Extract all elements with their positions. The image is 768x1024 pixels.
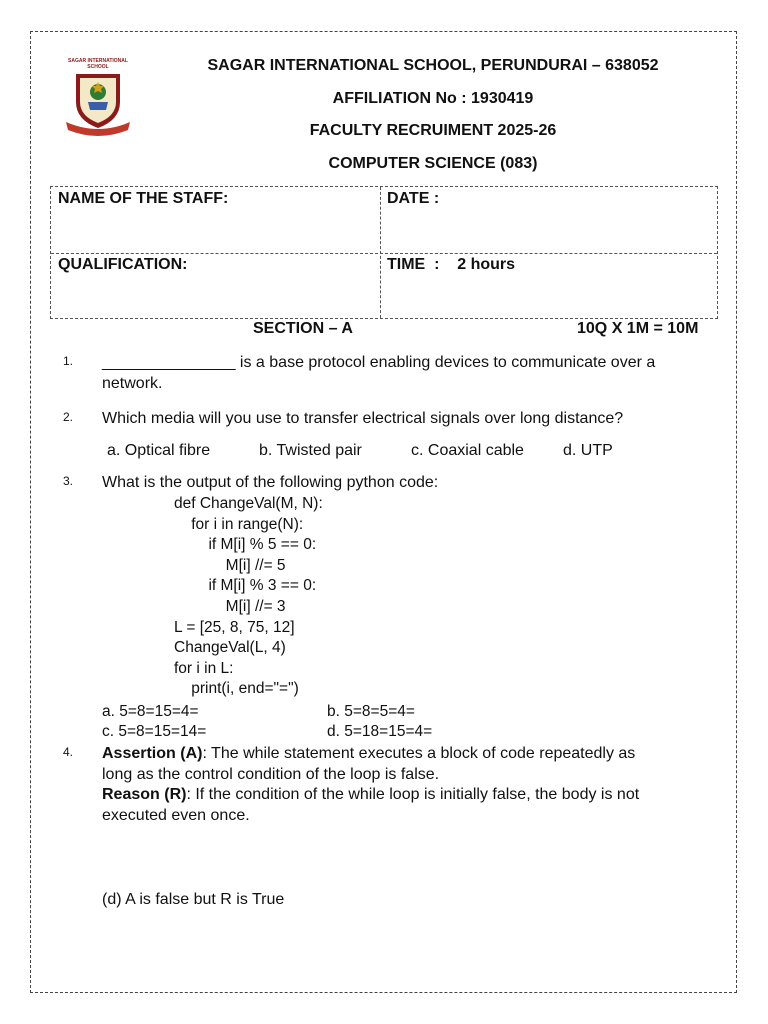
question-number: 4. <box>63 745 74 759</box>
question-3-option-a: a. 5=8=15=4= <box>102 703 199 720</box>
question-1-line-1: _______________ is a base protocol enabling devices to communicate over a <box>102 354 656 371</box>
question-3-option-d: d. 5=18=15=4= <box>327 723 433 740</box>
code-line: L = [25, 8, 75, 12] <box>174 619 295 636</box>
code-line: for i in L: <box>174 660 234 677</box>
reason-text: : If the condition of the while loop is initially false, the body is not <box>186 786 640 803</box>
school-title: SAGAR INTERNATIONAL SCHOOL, PERUNDURAI – 638052 <box>207 57 659 74</box>
affiliation-number: AFFILIATION No : 1930419 <box>332 90 534 107</box>
code-line: M[i] //= 3 <box>174 598 286 615</box>
code-line: for i in range(N): <box>174 516 304 533</box>
reason-line-2: executed even once. <box>102 807 250 824</box>
logo-text-1: SAGAR INTERNATIONAL <box>68 58 128 64</box>
assertion-label: Assertion (A) <box>102 745 203 762</box>
assertion-line-2: long as the control condition of the loop is false. <box>102 766 440 783</box>
question-3-option-c: c. 5=8=15=14= <box>102 723 207 740</box>
code-line: ChangeVal(L, 4) <box>174 639 286 656</box>
qualification-label: QUALIFICATION: <box>58 256 188 273</box>
date-label: DATE : <box>387 190 440 207</box>
question-number: 3. <box>63 474 74 488</box>
question-2-option-a: a. Optical fibre <box>107 442 211 459</box>
question-number: 2. <box>63 410 74 424</box>
reason-label: Reason (R) <box>102 786 187 803</box>
assertion-text: : The while statement executes a block of code repeatedly as <box>202 745 636 762</box>
question-2-option-d: d. UTP <box>563 442 613 459</box>
time-label: TIME : 2 hours <box>387 256 516 273</box>
recruitment-title: FACULTY RECRUIMENT 2025-26 <box>309 122 557 139</box>
question-1-line-2: network. <box>102 375 163 392</box>
code-line: if M[i] % 3 == 0: <box>174 577 317 594</box>
question-2-option-b: b. Twisted pair <box>259 442 362 459</box>
name-of-staff-label: NAME OF THE STAFF: <box>58 190 229 207</box>
question-4-answer: (d) A is false but R is True <box>102 891 285 908</box>
code-line: if M[i] % 5 == 0: <box>174 536 317 553</box>
assertion-line-1 <box>102 744 635 765</box>
logo-text-2: SCHOOL <box>87 64 109 70</box>
question-number: 1. <box>63 354 74 368</box>
question-2-option-c: c. Coaxial cable <box>411 442 524 459</box>
reason-line-1 <box>102 785 639 806</box>
code-line: def ChangeVal(M, N): <box>174 495 323 512</box>
page-border <box>30 31 737 993</box>
question-2-text: Which media will you use to transfer electrical signals over long distance? <box>102 410 624 427</box>
section-title: SECTION – A <box>253 320 353 337</box>
question-3-text: What is the output of the following python code: <box>102 474 439 491</box>
section-marks: 10Q X 1M = 10M <box>577 320 699 337</box>
code-line: M[i] //= 5 <box>174 557 286 574</box>
code-line: print(i, end="=") <box>174 680 299 697</box>
subject-title: COMPUTER SCIENCE (083) <box>328 155 538 172</box>
question-3-option-b: b. 5=8=5=4= <box>327 703 415 720</box>
staff-info-table <box>50 186 718 319</box>
table-divider-horizontal <box>51 253 717 254</box>
